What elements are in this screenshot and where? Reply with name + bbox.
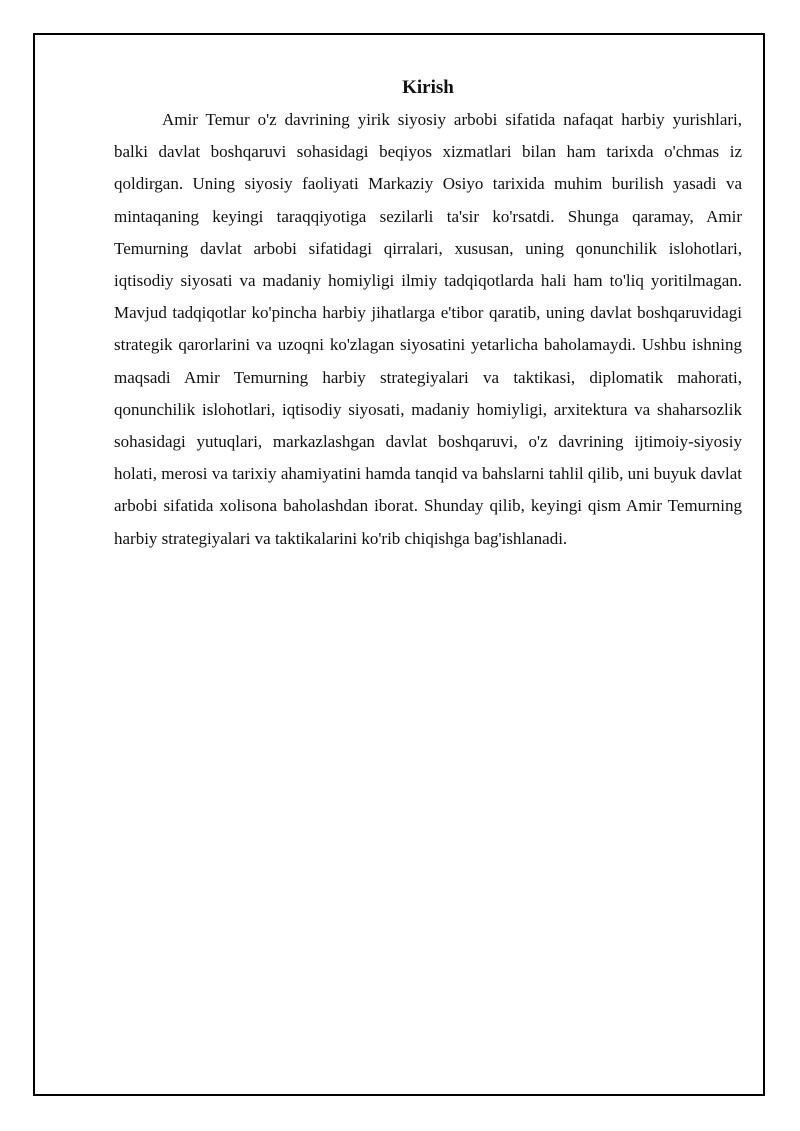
body-paragraph: Amir Temur o'z davrining yirik siyosiy arbobi sifatida nafaqat harbiy yurishlari, balki davlat boshqaruvi sohasidagi beqiyos xizmatlari bilan ham tarixda o'chmas iz qoldirgan. Uning siyosiy faoliyati Markaziy Osiyo tarixida muhim burilish yasadi va mintaqaning keyingi taraqqiyotiga sezilarli ta'sir ko'rsatdi. Shunga qaramay, Amir Temurning davlat arbobi sifatidagi qirralari, xususan, uning qonunchilik islohotlari, iqtisodiy siyosati va madaniy homiyligi ilmiy tadqiqotlarda hali ham to'liq yoritilmagan. Mavjud tadqiqotlar ko'pincha harbiy jihatlarga e'tibor qaratib, uning davlat boshqaruvidagi strategik qarorlarini va uzoqni ko'zlagan siyosatini yetarlicha baholamaydi. Ushbu ishning maqsadi Amir Temurning harbiy strategiyalari va taktikasi, diplomatik mahorati, qonunchilik islohotlari, iqtisodiy siyosati, madaniy homiyligi, arxitektura va shaharsozlik sohasidagi yutuqlari, markazlashgan davlat boshqaruvi, o'z davrining ijtimoiy-siyosiy holati, merosi va tarixiy ahamiyatini hamda tanqid va bahslarni tahlil qilib, uni buyuk davlat arbobi sifatida xolisona baholashdan iborat. Shunday qilib, keyingi qism Amir Temurning harbiy strategiyalari va taktikalarini ko'rib chiqishga bag'ishlanadi. <box>114 110 742 548</box>
document-content <box>114 72 742 555</box>
document-title: Kirish <box>402 77 454 98</box>
